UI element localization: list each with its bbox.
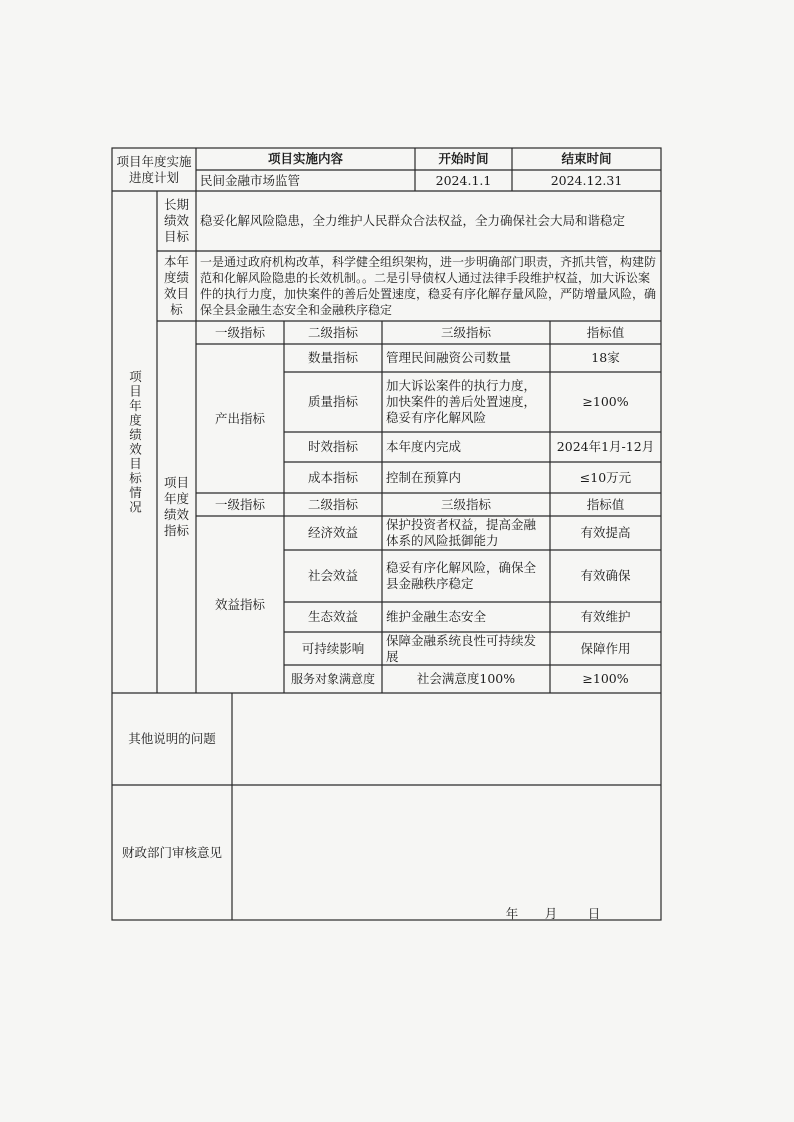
col-content-header: 项目实施内容 bbox=[267, 151, 343, 166]
benefit-row-l2: 服务对象满意度 bbox=[290, 672, 375, 686]
output-row-value: ≥100% bbox=[582, 394, 629, 409]
head-level2: 二级指标 bbox=[307, 324, 358, 340]
benefit-row-l3: 保护投资者权益，提高金融体系的风险抵御能力 bbox=[386, 517, 537, 548]
head-level2-repeat: 二级指标 bbox=[307, 496, 358, 512]
row-start-date: 2024.1.1 bbox=[435, 172, 492, 188]
long-term-text: 稳妥化解风险隐患，全力维护人民群众合法权益，全力确保社会大局和谐稳定 bbox=[200, 213, 626, 228]
row-content: 民间金融市场监管 bbox=[200, 172, 301, 188]
indicators-label: 项目年度绩效指标 bbox=[163, 475, 189, 538]
benefit-row-value: 有效确保 bbox=[580, 568, 631, 583]
output-row-l3: 本年度内完成 bbox=[386, 439, 462, 454]
col-end-header: 结束时间 bbox=[561, 151, 612, 166]
date-day: 日 bbox=[587, 906, 601, 921]
output-row-l2: 质量指标 bbox=[307, 394, 358, 409]
output-row-l2: 时效指标 bbox=[307, 439, 358, 454]
output-row-l2: 数量指标 bbox=[307, 350, 358, 365]
long-term-label: 长期绩效目标 bbox=[163, 197, 189, 244]
benefit-row-l2: 经济效益 bbox=[307, 525, 358, 540]
date-year: 年 bbox=[505, 906, 519, 921]
annual-label: 本年度绩效目标 bbox=[163, 254, 189, 317]
output-row-value: 2024年1月-12月 bbox=[556, 439, 655, 454]
benefit-row-value: 有效维护 bbox=[580, 609, 631, 624]
output-row-value: 18家 bbox=[591, 350, 620, 365]
benefit-row-l3: 保障金融系统良性可持续发展 bbox=[386, 632, 537, 664]
benefit-row-l2: 生态效益 bbox=[307, 609, 358, 624]
date-month: 月 bbox=[544, 906, 558, 921]
head-value-repeat: 指标值 bbox=[586, 496, 625, 512]
benefit-indicator-label: 效益指标 bbox=[214, 596, 265, 612]
benefit-row-l3: 稳妥有序化解风险，确保全县金融秩序稳定 bbox=[386, 560, 537, 591]
output-indicator-label: 产出指标 bbox=[214, 410, 265, 426]
finance-review-label: 财政部门审核意见 bbox=[121, 844, 222, 860]
output-row-l3: 管理民间融资公司数量 bbox=[386, 350, 512, 365]
other-notes-label: 其他说明的问题 bbox=[128, 731, 216, 746]
output-row-l3: 加大诉讼案件的执行力度，加快案件的善后处置速度，稳妥有序化解风险 bbox=[386, 378, 537, 425]
finance-review-field bbox=[232, 785, 661, 920]
benefit-row-l2: 可持续影响 bbox=[301, 640, 365, 656]
output-row-l3: 控制在预算内 bbox=[386, 469, 462, 485]
benefit-row-l3: 维护金融生态安全 bbox=[386, 609, 487, 624]
benefit-row-l3: 社会满意度100% bbox=[416, 671, 516, 686]
annual-text: 一是通过政府机构改革，科学健全组织架构，进一步明确部门职责，齐抓共管，构建防范和化解风险隐患的长效机制。。二是引导债权人通过法律手段维护权益，加大诉讼案件的执行力度，加快案件的善后处置速度，稳妥有序化解存量风险，严防增量风险，确保全县金融生态安全和金融秩序稳定 bbox=[200, 255, 657, 317]
row-end-date: 2024.12.31 bbox=[550, 172, 623, 188]
plan-label: 项目年度实施进度计划 bbox=[116, 153, 192, 185]
head-value: 指标值 bbox=[586, 324, 625, 340]
head-level1-repeat: 一级指标 bbox=[214, 496, 265, 512]
head-level3: 三级指标 bbox=[440, 324, 491, 340]
benefit-row-value: 有效提高 bbox=[580, 525, 631, 540]
head-level3-repeat: 三级指标 bbox=[440, 496, 491, 512]
goals-section-label bbox=[112, 191, 157, 693]
benefit-row-l2: 社会效益 bbox=[307, 568, 358, 583]
output-row-value: ≤10万元 bbox=[579, 469, 632, 485]
other-notes-field bbox=[232, 693, 661, 785]
goals-section-text: 项目年度绩效目标情况 bbox=[127, 369, 143, 515]
col-start-header: 开始时间 bbox=[438, 151, 489, 166]
benefit-row-value: 保障作用 bbox=[580, 640, 631, 656]
head-level1: 一级指标 bbox=[214, 324, 265, 340]
benefit-row-value: ≥100% bbox=[582, 671, 629, 686]
output-row-l2: 成本指标 bbox=[307, 469, 358, 485]
